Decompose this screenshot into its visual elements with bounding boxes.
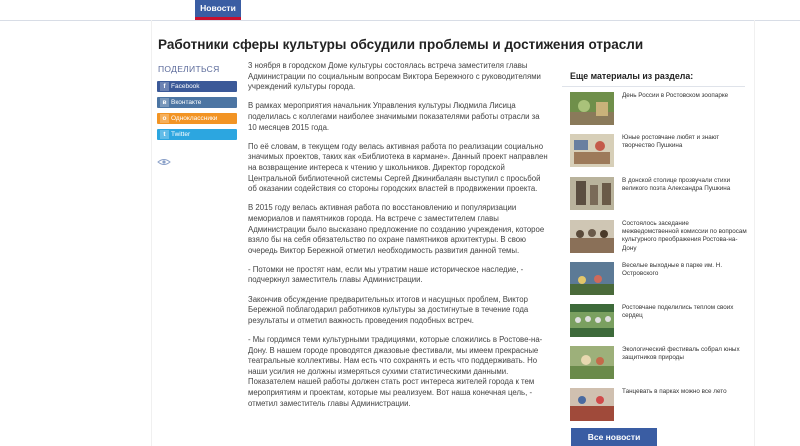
- sidebar-news-title[interactable]: Экологический фестиваль собрал юных защитников природы: [622, 346, 740, 362]
- share-facebook-button[interactable]: [157, 81, 237, 92]
- share-twitter-label: Twitter: [171, 131, 191, 138]
- news-thumbnail: [570, 262, 614, 295]
- sidebar-news-title[interactable]: Юные ростовчане любят и знают творчество Пушкина: [622, 134, 720, 150]
- sidebar-news-title[interactable]: Танцевать в парках можно все лето: [622, 388, 727, 395]
- sidebar-news-item[interactable]: [570, 92, 750, 128]
- news-thumbnail: [570, 134, 614, 167]
- share-vk-button[interactable]: [157, 97, 237, 108]
- sidebar-news-item[interactable]: [570, 262, 750, 298]
- twitter-icon: t: [160, 130, 169, 139]
- share-odnoklassniki-label: Одноклассники: [171, 115, 218, 122]
- page-title: Работники сферы культуры обсудили проблемы и достижения отрасли: [158, 37, 644, 52]
- share-twitter-button[interactable]: [157, 129, 237, 140]
- news-thumbnail: [570, 346, 614, 379]
- sidebar-news-item[interactable]: [570, 134, 750, 170]
- article-paragraph: По её словам, в текущем году велась активная работа по реализации социально значимых проектов, таких как «Библиотека в кармане». Данный проект направлен на возвращение интереса к чтению у школьников. Директор городской Центральной библиотечной системы Сергей Джинибалаян выступил с просьбой об оказании содействия со стороны городских властей в продвижении проекта.: [248, 141, 548, 194]
- sidebar-news-item[interactable]: [570, 304, 750, 340]
- vk-icon: в: [160, 98, 169, 107]
- article-paragraph: В рамках мероприятия начальник Управления культуры Людмила Лисица поделилась с коллегами наиболее значимыми показателями работы отрасли за 10 месяцев 2015 года.: [248, 101, 540, 132]
- news-thumbnail: [570, 388, 614, 421]
- sidebar-news-title[interactable]: Состоялось заседание межведомственной комиссии по вопросам культурного преображения Ростова-на-Дону: [622, 220, 747, 252]
- tab-news[interactable]: Новости: [195, 0, 241, 20]
- top-navigation: [0, 0, 800, 21]
- all-news-button[interactable]: Все новости: [571, 428, 657, 446]
- share-facebook-label: Facebook: [171, 83, 200, 90]
- news-thumbnail: [570, 220, 614, 253]
- article-paragraph: Закончив обсуждение предварительных итогов и насущных проблем, Виктор Бережной поблагодарил работников культуры за достигнутые в течение года результаты и отметил важность проведения подобных встреч.: [248, 294, 529, 325]
- news-thumbnail: [570, 177, 614, 210]
- divider: [754, 20, 755, 446]
- article-paragraph: 3 ноября в городском Доме культуры состоялась встреча заместителя главы Администрации по социальным вопросам Виктора Бережного с руководителями учреждений культуры города.: [248, 61, 541, 92]
- sidebar-news-item[interactable]: [570, 177, 750, 213]
- divider: [151, 20, 152, 446]
- article-paragraph: В 2015 году велась активная работа по восстановлению и популяризации мемориалов и памятников города. На встрече с заместителем главы Администрации было высказано предложение по созданию учреждения, которое взяло бы на себя обязательство по охране памятников архитектуры. В свою очередь Виктор Бережной отметил необходимость развития данной темы.: [248, 203, 545, 255]
- article-paragraph: - Мы гордимся теми культурными традициями, которые сложились в Ростове-на-Дону. В нашем городе проводятся джазовые фестивали, мы имеем прекрасные театральные коллективы. Нам есть что сохранять и есть что поддерживать. Но наши усилия не должны измеряться сухими статистическими данными. Показателем нашей работы должен стать рост интереса жителей города к тем мероприятиям и проектам, которые мы реализуем. Вот наша конечная цель, - отметил заместитель главы Администрации.: [248, 335, 543, 408]
- news-thumbnail: [570, 304, 614, 337]
- sidebar-news-title[interactable]: Ростовчане поделились теплом своих сердец: [622, 304, 734, 320]
- sidebar-news-title[interactable]: Веселые выходные в парке им. Н. Островского: [622, 262, 723, 278]
- sidebar-news-item[interactable]: [570, 346, 750, 382]
- sidebar-news-title[interactable]: В донской столице прозвучали стихи великого поэта Александра Пушкина: [622, 177, 731, 193]
- share-label: ПОДЕЛИТЬСЯ: [158, 64, 220, 74]
- divider: [562, 86, 745, 87]
- news-thumbnail: [570, 92, 614, 125]
- sidebar-title: Еще материалы из раздела:: [570, 71, 694, 81]
- article-body: [248, 61, 548, 418]
- eye-icon: [157, 158, 171, 166]
- sidebar-news-item[interactable]: [570, 220, 750, 256]
- sidebar-news-item[interactable]: [570, 388, 750, 424]
- odnoklassniki-icon: о: [160, 114, 169, 123]
- share-vk-label: Вконтакте: [171, 99, 202, 106]
- facebook-icon: f: [160, 82, 169, 91]
- share-odnoklassniki-button[interactable]: [157, 113, 237, 124]
- article-paragraph: - Потомки не простят нам, если мы утратим наше историческое наследие, - подчеркнул заместитель главы Администрации.: [248, 264, 524, 285]
- sidebar-news-title[interactable]: День России в Ростовском зоопарке: [622, 92, 729, 99]
